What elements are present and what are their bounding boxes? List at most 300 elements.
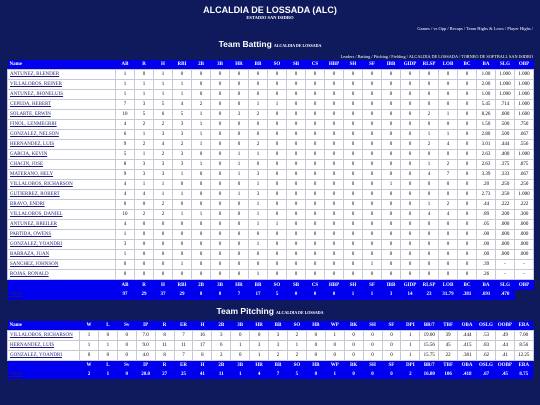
stat-cell-ba: 2.80 — [477, 130, 496, 140]
stat-cell-ibb: 0 — [382, 230, 401, 240]
stat-cell-obp: - — [515, 270, 534, 280]
pit-col-header-dpi[interactable]: DPI — [401, 321, 420, 331]
bat-col-header-ba[interactable]: BA — [477, 60, 496, 70]
stat-cell-bc: 0 — [458, 70, 477, 80]
stat-cell-hbp: 0 — [325, 70, 344, 80]
stat-cell-l: 1 — [98, 340, 117, 350]
stat-cell-obp: 1.000 — [515, 70, 534, 80]
stat-cell-3b: 0 — [231, 350, 250, 360]
pitching-title: Team Pitching — [216, 305, 274, 316]
bat-col-header-h[interactable]: H — [154, 60, 173, 70]
stat-cell-slg: .000 — [496, 220, 515, 230]
stat-cell-2b: 0 — [192, 270, 211, 280]
stat-cell-wp: 0 — [325, 340, 344, 350]
player-link[interactable]: MATERANO, HELY — [8, 170, 116, 180]
pit-col-header-er[interactable]: ER — [174, 321, 193, 331]
player-link[interactable]: VILLALOBOS, REINER — [8, 80, 116, 90]
stat-cell-rbi: 5 — [173, 110, 192, 120]
stat-cell-h: 5 — [154, 100, 173, 110]
bat-table-row — [8, 200, 534, 210]
stat-cell-2b: 1 — [192, 120, 211, 130]
stat-cell-ba: 1.50 — [477, 120, 496, 130]
stat-cell-r: 0 — [135, 260, 154, 270]
batting-title-team: ALCALDIA DE LOSSADA — [273, 43, 322, 48]
stat-cell-so: 0 — [268, 160, 287, 170]
player-link[interactable]: CEPEDA, HEBERT — [8, 100, 116, 110]
stat-cell-r: 1 — [135, 130, 154, 140]
player-link[interactable]: GARCIA, KEVIN — [8, 150, 116, 160]
stat-cell-lob: 0 — [439, 150, 458, 160]
bat-col-header-2b[interactable]: 2B — [192, 60, 211, 70]
pit-footer-label-ip: IP — [136, 360, 155, 370]
pit-col-header-ip[interactable]: IP — [136, 321, 155, 331]
stat-cell-so: 2 — [287, 350, 306, 360]
bat-total-ab: 97 — [116, 290, 135, 300]
stat-cell-sh: 0 — [344, 240, 363, 250]
stat-cell-rbi: 1 — [173, 80, 192, 90]
bat-col-header-bc[interactable]: BC — [458, 60, 477, 70]
player-link[interactable]: BRAVO, ENDRI — [8, 200, 116, 210]
stat-cell-rlsp: 0 — [420, 190, 439, 200]
player-link[interactable]: ROJAS, RONALD — [8, 270, 116, 280]
stat-cell-ibb: 0 — [382, 270, 401, 280]
stat-cell-slg: .500 — [496, 120, 515, 130]
stat-cell-sh: 0 — [344, 100, 363, 110]
stat-cell-so: 0 — [268, 170, 287, 180]
stat-cell-lob: 0 — [439, 270, 458, 280]
stat-cell-gidp: 0 — [401, 120, 420, 130]
stat-cell-obp: 1.000 — [515, 190, 534, 200]
pit-col-header-sh[interactable]: SH — [363, 321, 382, 331]
stat-cell-sb: 0 — [287, 270, 306, 280]
bat-col-header-bb[interactable]: BB — [249, 60, 268, 70]
batting-footer-labels — [8, 280, 534, 290]
stat-cell-ab: 4 — [116, 120, 135, 130]
stat-cell-so: 0 — [268, 230, 287, 240]
top-nav[interactable] — [0, 26, 540, 32]
bat-table-row — [8, 180, 534, 190]
stat-cell-so: 0 — [268, 240, 287, 250]
stat-cell-bb: 2 — [269, 350, 288, 360]
stat-cell-obp: .667 — [515, 170, 534, 180]
stat-cell-lob: 0 — [439, 260, 458, 270]
stat-cell-2b: 0 — [192, 250, 211, 260]
stat-cell-3b: 0 — [211, 150, 230, 160]
bat-footer-label-rbi: RBI — [173, 280, 192, 290]
stat-cell-bb: 0 — [249, 120, 268, 130]
stat-cell-h: 4 — [154, 140, 173, 150]
stat-cell-slg: .444 — [496, 140, 515, 150]
stat-cell-so: 1 — [268, 220, 287, 230]
stat-cell-ip: 4.0 — [136, 350, 155, 360]
stat-cell-lob: 0 — [439, 240, 458, 250]
player-link[interactable]: SOLARTE, ERWIN — [8, 110, 116, 120]
bat-col-header-hbp[interactable]: HBP — [325, 60, 344, 70]
player-link[interactable]: BARRAZA, JUAN — [8, 250, 116, 260]
bat-col-header-hr[interactable]: HR — [230, 60, 249, 70]
pit-footer-label-tbf: TBF — [439, 360, 458, 370]
stat-cell-sf: 0 — [363, 120, 382, 130]
stat-cell-gidp: 0 — [401, 170, 420, 180]
batting-header-row — [8, 60, 534, 70]
pit-col-header-oba[interactable]: OBA — [458, 321, 477, 331]
stat-cell-obp: .300 — [515, 210, 534, 220]
stat-cell-h: 2 — [154, 120, 173, 130]
stat-cell-sh: 0 — [344, 220, 363, 230]
stat-cell-cs: 0 — [306, 240, 325, 250]
stat-cell-sh: 0 — [344, 80, 363, 90]
pit-footer-label-oslg: OSLG — [477, 360, 496, 370]
pit-col-header-3b[interactable]: 3B — [231, 321, 250, 331]
stat-cell-so: 0 — [268, 130, 287, 140]
player-link[interactable]: VILLALOBOS, DANIEL — [8, 210, 116, 220]
stat-cell-ab: 3 — [116, 240, 135, 250]
stat-cell-ab: 0 — [116, 260, 135, 270]
stat-cell-h: 17 — [193, 340, 212, 350]
stat-cell-3b: 1 — [231, 340, 250, 350]
stat-cell-hbp: 0 — [325, 270, 344, 280]
player-link[interactable]: VILLALOBOS, RICHARSON — [8, 180, 116, 190]
pit-footer-label-br-7: BR/7 — [420, 360, 439, 370]
stat-cell-so: 1 — [268, 100, 287, 110]
stat-cell-h: 0 — [154, 220, 173, 230]
stat-cell-hb: 0 — [306, 350, 325, 360]
pit-col-header-oslg[interactable]: OSLG — [477, 321, 496, 331]
stat-cell-sf: 0 — [363, 270, 382, 280]
bat-col-header-so[interactable]: SO — [268, 60, 287, 70]
stat-cell-so: 0 — [268, 260, 287, 270]
pit-col-header-bb[interactable]: BB — [269, 321, 288, 331]
stat-cell-slg: .000 — [496, 250, 515, 260]
stat-cell-cs: 0 — [306, 210, 325, 220]
bat-total-rbi: 29 — [173, 290, 192, 300]
bat-col-header-sf[interactable]: SF — [363, 60, 382, 70]
pit-col-header-br-7[interactable]: BR/7 — [420, 321, 439, 331]
stat-cell-rbi: 3 — [173, 120, 192, 130]
stat-cell-sb: 0 — [287, 90, 306, 100]
stat-cell-bb: 0 — [249, 230, 268, 240]
stat-cell-lob: 0 — [439, 100, 458, 110]
stat-cell-slg: .333 — [496, 170, 515, 180]
bat-footer-label-sf: SF — [363, 280, 382, 290]
pit-footer-label-sf: SF — [382, 360, 401, 370]
pit-total-oslg: .67 — [477, 370, 496, 380]
bat-table-row — [8, 90, 534, 100]
stat-cell-ip: 9.0 — [136, 340, 155, 350]
stat-cell-sb: 0 — [287, 130, 306, 140]
bat-col-header-rlsp[interactable]: RLSP — [420, 60, 439, 70]
stat-cell-obp: .556 — [515, 140, 534, 150]
bat-total-sh: 1 — [344, 290, 363, 300]
stat-cell-ba: 3.01 — [477, 140, 496, 150]
bat-total-rlsp: 23 — [420, 290, 439, 300]
team-title: ALCALDIA DE LOSSADA (ALC) — [203, 5, 337, 15]
stat-cell-cs: 0 — [306, 130, 325, 140]
stat-cell-hr: 0 — [230, 240, 249, 250]
bat-col-header-name[interactable]: Name — [8, 60, 116, 70]
stat-cell-sb: 0 — [287, 170, 306, 180]
pit-col-header-name[interactable]: Name — [8, 321, 80, 331]
stat-cell-bc: 0 — [458, 180, 477, 190]
stat-cell-bc: 0 — [458, 230, 477, 240]
pit-total-w: 2 — [80, 370, 99, 380]
stat-cell-hbp: 0 — [325, 210, 344, 220]
stat-cell-sb: 0 — [287, 200, 306, 210]
bat-col-header-slg[interactable]: SLG — [496, 60, 515, 70]
stat-cell-gidp: 0 — [401, 100, 420, 110]
stat-cell-lob: 1 — [439, 130, 458, 140]
stat-cell-bc: 0 — [458, 120, 477, 130]
stat-cell-2b: 0 — [192, 80, 211, 90]
bat-table-row — [8, 240, 534, 250]
stat-cell-slg: 1.000 — [496, 70, 515, 80]
stat-cell-hr: 0 — [230, 140, 249, 150]
stat-cell-w: 1 — [80, 340, 99, 350]
pit-footer-label-2b: 2B — [212, 360, 231, 370]
pit-total-er: 25 — [174, 370, 193, 380]
bat-table-row — [8, 220, 534, 230]
stat-cell-bb: 1 — [249, 100, 268, 110]
stat-cell-bb: 2 — [249, 110, 268, 120]
stat-cell-ba: .00 — [477, 250, 496, 260]
stat-cell-slg: .250 — [496, 190, 515, 200]
stat-cell-ab: 4 — [116, 220, 135, 230]
stat-cell-ab: 8 — [116, 160, 135, 170]
stat-cell-h: 0 — [154, 230, 173, 240]
stat-cell-bk: 0 — [344, 350, 363, 360]
stat-cell-ibb: 0 — [382, 260, 401, 270]
batting-title: Team Batting — [218, 39, 272, 49]
pit-total-tbf: 106 — [439, 370, 458, 380]
stat-cell-2b: 0 — [192, 230, 211, 240]
bat-col-header-cs[interactable]: CS — [306, 60, 325, 70]
stat-cell-2b: 0 — [192, 260, 211, 270]
stat-cell-hr: 0 — [230, 100, 249, 110]
stat-cell-rlsp: 0 — [420, 150, 439, 160]
pit-table-row — [8, 330, 534, 340]
player-link[interactable]: ANTUNEZ, BLENDER — [8, 70, 116, 80]
batting-subnav[interactable]: Leaders / Batting / Pitching / Fielding / ALCALDIA DE LOSSADA / TORNEO DE SOFTBALL SAN ISIDRO — [340, 54, 533, 59]
stat-cell-rbi: 0 — [173, 240, 192, 250]
pit-col-header-era[interactable]: ERA — [514, 321, 533, 331]
stat-cell-hr: 0 — [250, 330, 269, 340]
stat-cell-sb: 0 — [287, 230, 306, 240]
pit-col-header-2b[interactable]: 2B — [212, 321, 231, 331]
pit-col-header-w[interactable]: W — [80, 321, 99, 331]
stat-cell-ab: 5 — [116, 150, 135, 160]
stat-cell-sh: 0 — [363, 330, 382, 340]
bat-col-header-3b[interactable]: 3B — [211, 60, 230, 70]
stat-cell-ab: 1 — [116, 250, 135, 260]
stat-cell-rlsp: 0 — [420, 120, 439, 130]
stat-cell-h: 3 — [154, 130, 173, 140]
stat-cell-oba: .381 — [458, 350, 477, 360]
stat-cell-bb: 3 — [269, 340, 288, 350]
pit-total-dpi: 2 — [401, 370, 420, 380]
stat-cell-sf: 0 — [363, 70, 382, 80]
stat-cell-h: 1 — [154, 190, 173, 200]
stat-cell-ba: .00 — [477, 230, 496, 240]
stat-cell-ab: 4 — [116, 180, 135, 190]
player-link[interactable]: GONZALEZ, NELSON — [8, 130, 116, 140]
stat-cell-ba: .05 — [477, 220, 496, 230]
stat-cell-l: 0 — [98, 330, 117, 340]
bat-col-header-r[interactable]: R — [135, 60, 154, 70]
stat-cell-3b: 0 — [211, 90, 230, 100]
stat-cell-hr: 0 — [230, 180, 249, 190]
pit-col-header-wp[interactable]: WP — [325, 321, 344, 331]
stat-cell-cs: 0 — [306, 270, 325, 280]
stat-cell-oslg: .83 — [477, 340, 496, 350]
stat-cell-sh: 0 — [344, 210, 363, 220]
stat-cell-dpi: 1 — [401, 340, 420, 350]
pit-col-header-h[interactable]: H — [193, 321, 212, 331]
bat-total-so: 5 — [268, 290, 287, 300]
stat-cell-bb: 1 — [249, 240, 268, 250]
stat-cell-cs: 0 — [306, 160, 325, 170]
stat-cell-sf: 0 — [363, 190, 382, 200]
top-nav-links[interactable]: Games / vs Opp / Recaps / Team Highs & Lows / Player Highs / — [417, 26, 533, 31]
stat-cell-sb: 0 — [287, 160, 306, 170]
stat-cell-lob: 0 — [439, 70, 458, 80]
player-link[interactable]: GONZALEZ, YOANDRI — [8, 350, 80, 360]
player-link[interactable]: ANTUNEZ, BREILER — [8, 220, 116, 230]
player-link[interactable]: SANCHEZ, JOHNSON — [8, 260, 116, 270]
stat-cell-obp: .000 — [515, 220, 534, 230]
stat-cell-sb: 0 — [287, 70, 306, 80]
stat-cell-sh: 0 — [363, 340, 382, 350]
stat-cell-gidp: 0 — [401, 220, 420, 230]
bat-col-header-gidp[interactable]: GIDP — [401, 60, 420, 70]
stat-cell-2b: 0 — [192, 180, 211, 190]
bat-col-header-ibb[interactable]: IBB — [382, 60, 401, 70]
pit-col-header-so[interactable]: SO — [287, 321, 306, 331]
stat-cell-rlsp: 4 — [420, 210, 439, 220]
bat-total-ba: .691 — [477, 290, 496, 300]
stat-cell-3b: 0 — [211, 80, 230, 90]
stat-cell-cs: 0 — [306, 190, 325, 200]
player-link[interactable]: PARTIDA, OWENS — [8, 230, 116, 240]
player-link[interactable]: VILLALOBOS, RICHARSON — [8, 330, 80, 340]
stat-cell-obp: .222 — [515, 200, 534, 210]
stat-cell-bc: 0 — [458, 170, 477, 180]
stat-cell-so: 0 — [268, 210, 287, 220]
bat-footer-label-3b: 3B — [211, 280, 230, 290]
stat-cell-sf: 0 — [363, 230, 382, 240]
stat-cell-er: 7 — [174, 330, 193, 340]
pit-col-header-r[interactable]: R — [155, 321, 174, 331]
stat-cell-obp: .250 — [515, 180, 534, 190]
stat-cell-sh: 0 — [363, 350, 382, 360]
bat-col-header-lob[interactable]: LOB — [439, 60, 458, 70]
batting-totals-row — [8, 290, 534, 300]
bat-col-header-sh[interactable]: SH — [344, 60, 363, 70]
stat-cell-tbf: 39 — [439, 330, 458, 340]
stat-cell-ibb: 0 — [382, 150, 401, 160]
stat-cell-slg: .000 — [496, 240, 515, 250]
player-link[interactable]: GONZALEZ, YOANDRI — [8, 240, 116, 250]
player-link[interactable]: CHACIN, JOSE — [8, 160, 116, 170]
batting-table — [7, 60, 534, 300]
stat-cell-gidp: 0 — [401, 110, 420, 120]
pit-footer-label-w: W — [80, 360, 99, 370]
stat-cell-bb: 3 — [249, 190, 268, 200]
stat-cell-sf: 0 — [363, 140, 382, 150]
pit-col-header-tbf[interactable]: TBF — [439, 321, 458, 331]
pit-col-header-l[interactable]: L — [98, 321, 117, 331]
stat-cell-era: 12.25 — [514, 350, 533, 360]
stat-cell-rbi: 1 — [173, 260, 192, 270]
player-link[interactable]: FINOL, LENMEGRIH — [8, 120, 116, 130]
pitching-table — [7, 321, 534, 380]
stat-cell-hr: 1 — [230, 150, 249, 160]
pit-total-wp: 1 — [325, 370, 344, 380]
stat-cell-sh: 0 — [344, 110, 363, 120]
stat-cell-3b: 0 — [211, 70, 230, 80]
bat-col-header-sb[interactable]: SB — [287, 60, 306, 70]
bat-footer-label-rlsp: RLSP — [420, 280, 439, 290]
stat-cell-sh: 0 — [344, 140, 363, 150]
stat-cell-3b: 0 — [211, 130, 230, 140]
bat-col-header-ab[interactable]: AB — [116, 60, 135, 70]
stat-cell-sb: 0 — [287, 110, 306, 120]
player-link[interactable]: HERNANDEZ, LUIS — [8, 140, 116, 150]
stat-cell-r: 3 — [135, 170, 154, 180]
stat-cell-obp: 1.600 — [515, 110, 534, 120]
pit-col-header-hb[interactable]: HB — [306, 321, 325, 331]
pit-col-header-sv[interactable]: Sv — [117, 321, 136, 331]
stat-cell-gidp: 0 — [401, 160, 420, 170]
stat-cell-rlsp: 0 — [420, 90, 439, 100]
player-link[interactable]: HERNANDEZ, LUIS — [8, 340, 80, 350]
stat-cell-slg: .200 — [496, 210, 515, 220]
stat-cell-h: 0 — [154, 250, 173, 260]
stat-cell-sh: 0 — [344, 150, 363, 160]
stat-cell-r: 1 — [135, 80, 154, 90]
pit-col-header-bk[interactable]: BK — [344, 321, 363, 331]
bat-table-row — [8, 270, 534, 280]
player-link[interactable]: ANTUNEZ, JHONELUIS — [8, 90, 116, 100]
stat-cell-3b: 0 — [211, 270, 230, 280]
pit-col-header-oobp[interactable]: OOBP — [495, 321, 514, 331]
player-link[interactable]: GUTIERREZ, ROBERT — [8, 190, 116, 200]
stat-cell-ibb: 0 — [382, 170, 401, 180]
stat-cell-dpi: 1 — [401, 350, 420, 360]
stat-cell-bc: 0 — [458, 100, 477, 110]
pit-col-header-hr[interactable]: HR — [250, 321, 269, 331]
bat-totals-label: Totals — [8, 290, 116, 300]
stat-cell-slg: .000 — [496, 230, 515, 240]
bat-col-header-obp[interactable]: OBP — [515, 60, 534, 70]
stat-cell-ab: 9 — [116, 140, 135, 150]
stat-cell-rbi: 0 — [173, 200, 192, 210]
stat-cell-ibb: 0 — [382, 190, 401, 200]
bat-col-header-rbi[interactable]: RBI — [173, 60, 192, 70]
stat-cell-bb: 0 — [249, 250, 268, 260]
bat-table-row — [8, 250, 534, 260]
stat-cell-r: 4 — [135, 190, 154, 200]
stat-cell-r: 0 — [135, 200, 154, 210]
pit-col-header-sf[interactable]: SF — [382, 321, 401, 331]
stat-cell-lob: 0 — [439, 230, 458, 240]
stat-cell-sf: 0 — [363, 220, 382, 230]
stat-cell-ibb: 0 — [382, 90, 401, 100]
stat-cell-bb: 2 — [249, 140, 268, 150]
stat-cell-era: 7.00 — [514, 330, 533, 340]
stat-cell-rlsp: 1 — [420, 200, 439, 210]
stadium-subtitle: ESTADIO SAN ISIDRO — [246, 15, 294, 20]
stat-cell-h: 2 — [154, 200, 173, 210]
